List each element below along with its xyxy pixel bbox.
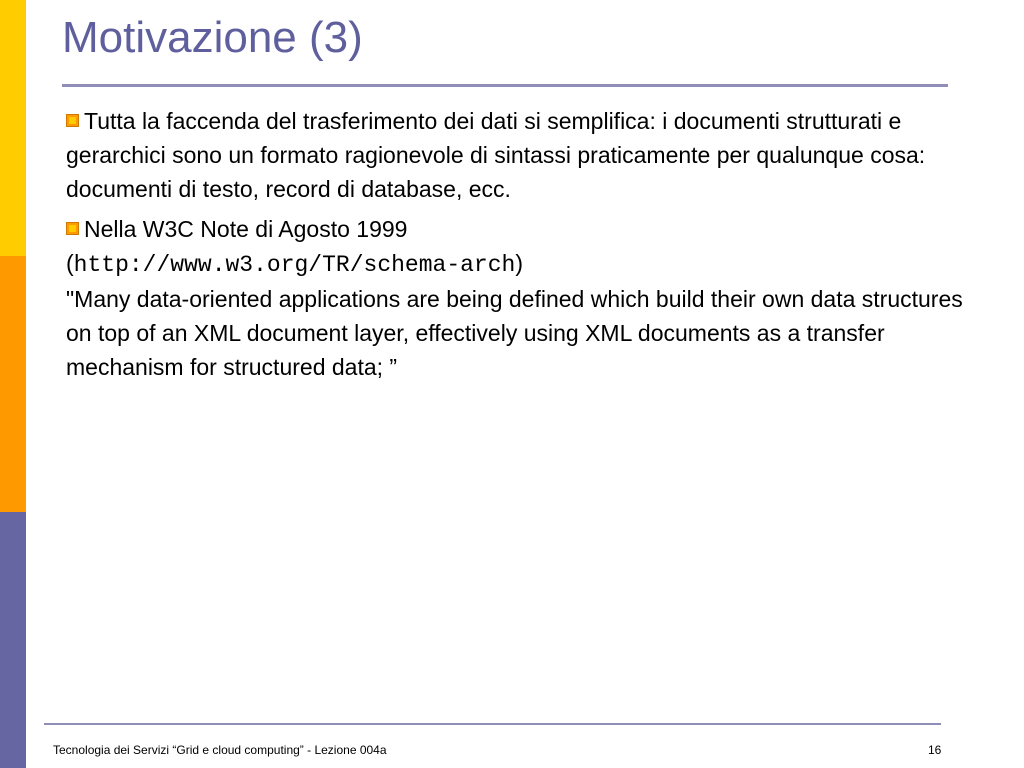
bullet-paragraph-1 <box>66 104 966 206</box>
paragraph-2-intro: Nella W3C Note di Agosto 1999 <box>84 216 408 242</box>
title-divider <box>62 84 948 87</box>
slide-title: Motivazione (3) <box>62 13 363 62</box>
paren-open: ( <box>66 250 74 276</box>
paragraph-2-quote: "Many data-oriented applications are being defined which build their own data structures on top of an XML document layer, effectively using XML documents as a transfer mechanism for structured data; ” <box>66 286 963 380</box>
square-bullet-icon <box>66 222 79 235</box>
footer-text: Tecnologia dei Servizi “Grid e cloud computing” - Lezione 004a <box>53 743 387 757</box>
side-bar-yellow <box>0 0 26 256</box>
paragraph-1-text: Tutta la faccenda del trasferimento dei dati si semplifica: i documenti strutturati e gerarchici sono un formato ragionevole di sintassi praticamente per qualunque cosa: documenti di testo, record di database, ecc. <box>66 108 926 202</box>
side-bar-orange <box>0 256 26 512</box>
slide-body <box>66 104 966 390</box>
bullet-paragraph-2 <box>66 212 966 384</box>
square-bullet-icon <box>66 114 79 127</box>
paren-close: ) <box>515 250 524 276</box>
w3c-link[interactable]: http://www.w3.org/TR/schema-arch <box>73 252 516 278</box>
footer-divider <box>44 723 941 725</box>
page-number: 16 <box>928 743 942 757</box>
side-bar-purple <box>0 512 26 768</box>
